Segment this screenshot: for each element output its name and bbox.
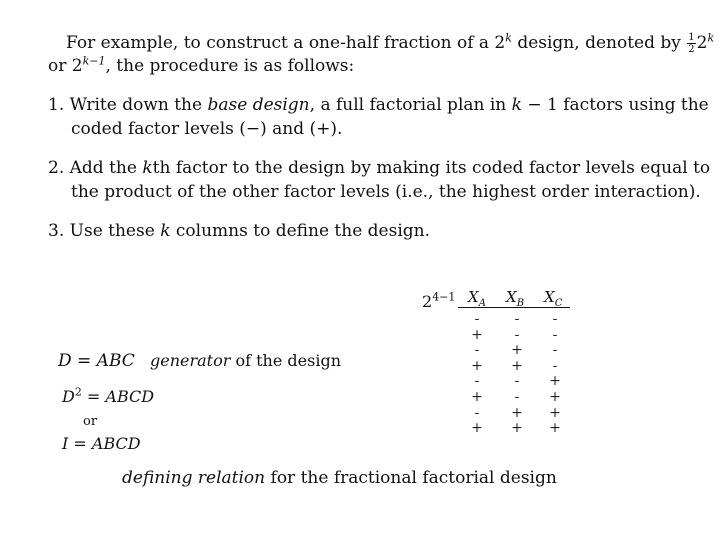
design-cell: -	[514, 311, 520, 327]
emphasis-generator: generator	[150, 351, 231, 370]
intro-text: 2	[696, 33, 708, 53]
step-text: Add the	[69, 158, 143, 178]
header-subscript: C	[554, 298, 563, 309]
design-cell: -	[474, 404, 480, 421]
step-text: Write down the	[69, 95, 208, 115]
design-cell: +	[549, 389, 561, 405]
design-label-base: 2	[422, 292, 433, 311]
intro-text: For example, to construct a one-half fraction of a 2	[66, 33, 506, 53]
design-cell: +	[471, 389, 483, 405]
header-symbol: X	[544, 288, 555, 306]
intro-text: design, denoted by	[511, 33, 687, 53]
header-xa	[468, 288, 486, 309]
step-number: 1.	[48, 95, 65, 115]
design-label	[422, 290, 456, 311]
design-cell: +	[471, 357, 483, 374]
design-cell: -	[514, 389, 520, 405]
intro-line-2	[48, 54, 355, 76]
relation-equation-1	[62, 385, 155, 406]
header-rule	[458, 307, 570, 308]
design-cell: -	[552, 357, 558, 374]
design-cell: +	[471, 326, 483, 343]
design-cell: +	[511, 404, 523, 421]
generator-equation: D = ABC	[58, 351, 135, 371]
variable-k: k	[160, 221, 171, 241]
design-cell: +	[511, 357, 523, 374]
relation-caption-text: for the fractional factorial design	[265, 468, 557, 488]
design-cell: -	[514, 326, 520, 343]
emphasis-base-design: base design	[207, 95, 310, 115]
variable-k: k	[142, 158, 153, 178]
design-cell: -	[552, 311, 558, 327]
intro-text: or 2	[48, 56, 83, 76]
step-3-line-1	[48, 223, 430, 240]
step-text: Use these	[69, 221, 161, 241]
intro-text: , the procedure is as follows:	[105, 56, 355, 76]
design-cell: +	[549, 420, 561, 437]
header-symbol: X	[468, 288, 479, 306]
design-cell: -	[474, 342, 480, 359]
header-subscript: B	[516, 298, 525, 309]
fraction-numerator: 1	[688, 32, 695, 43]
exponent: k	[505, 31, 512, 45]
relation-rhs: = ABCD	[81, 387, 155, 406]
exponent: k−1	[82, 54, 106, 68]
fraction-denominator: 2	[688, 44, 695, 55]
step-text: − 1 factors using the	[521, 95, 709, 115]
design-cell: +	[511, 342, 523, 359]
header-xb	[506, 288, 525, 309]
design-cell: +	[549, 373, 561, 390]
one-half-fraction	[687, 32, 695, 55]
relation-lhs: D	[62, 387, 75, 406]
step-number: 2.	[48, 158, 65, 178]
relation-exponent: 2	[74, 385, 82, 399]
design-cell: +	[549, 404, 561, 421]
emphasis-defining-relation: defining relation	[122, 468, 266, 488]
step-number: 3.	[48, 221, 65, 241]
step-text: columns to define the design.	[170, 221, 430, 241]
relation-or: or	[83, 414, 98, 429]
relation-equation-2: I = ABCD	[62, 434, 141, 453]
design-cell: -	[474, 311, 480, 327]
design-cell: -	[552, 342, 558, 359]
header-subscript: A	[478, 298, 486, 309]
generator-caption-text: of the design	[230, 351, 341, 370]
design-cell: -	[474, 373, 480, 390]
generator-caption	[150, 353, 341, 369]
design-label-exponent: 4−1	[432, 290, 456, 304]
step-text: th factor to the design by making its coded factor levels equal to	[152, 158, 711, 178]
step-1-line-2: coded factor levels (−) and (+).	[71, 119, 343, 139]
step-2-line-1	[48, 160, 710, 177]
variable-k: k	[511, 95, 522, 115]
step-text: , a full factorial plan in	[309, 95, 512, 115]
header-xc	[544, 288, 563, 309]
exponent: k	[707, 31, 715, 45]
design-cell: -	[514, 373, 520, 390]
step-1-line-1	[48, 97, 709, 114]
intro-line-1	[66, 32, 714, 55]
step-2-line-2: the product of the other factor levels (i.e., the highest order interaction).	[71, 182, 701, 202]
design-cell: +	[471, 420, 483, 437]
relation-caption	[122, 470, 557, 487]
design-cell: +	[511, 420, 523, 437]
header-symbol: X	[506, 288, 517, 306]
design-cell: -	[552, 326, 558, 343]
